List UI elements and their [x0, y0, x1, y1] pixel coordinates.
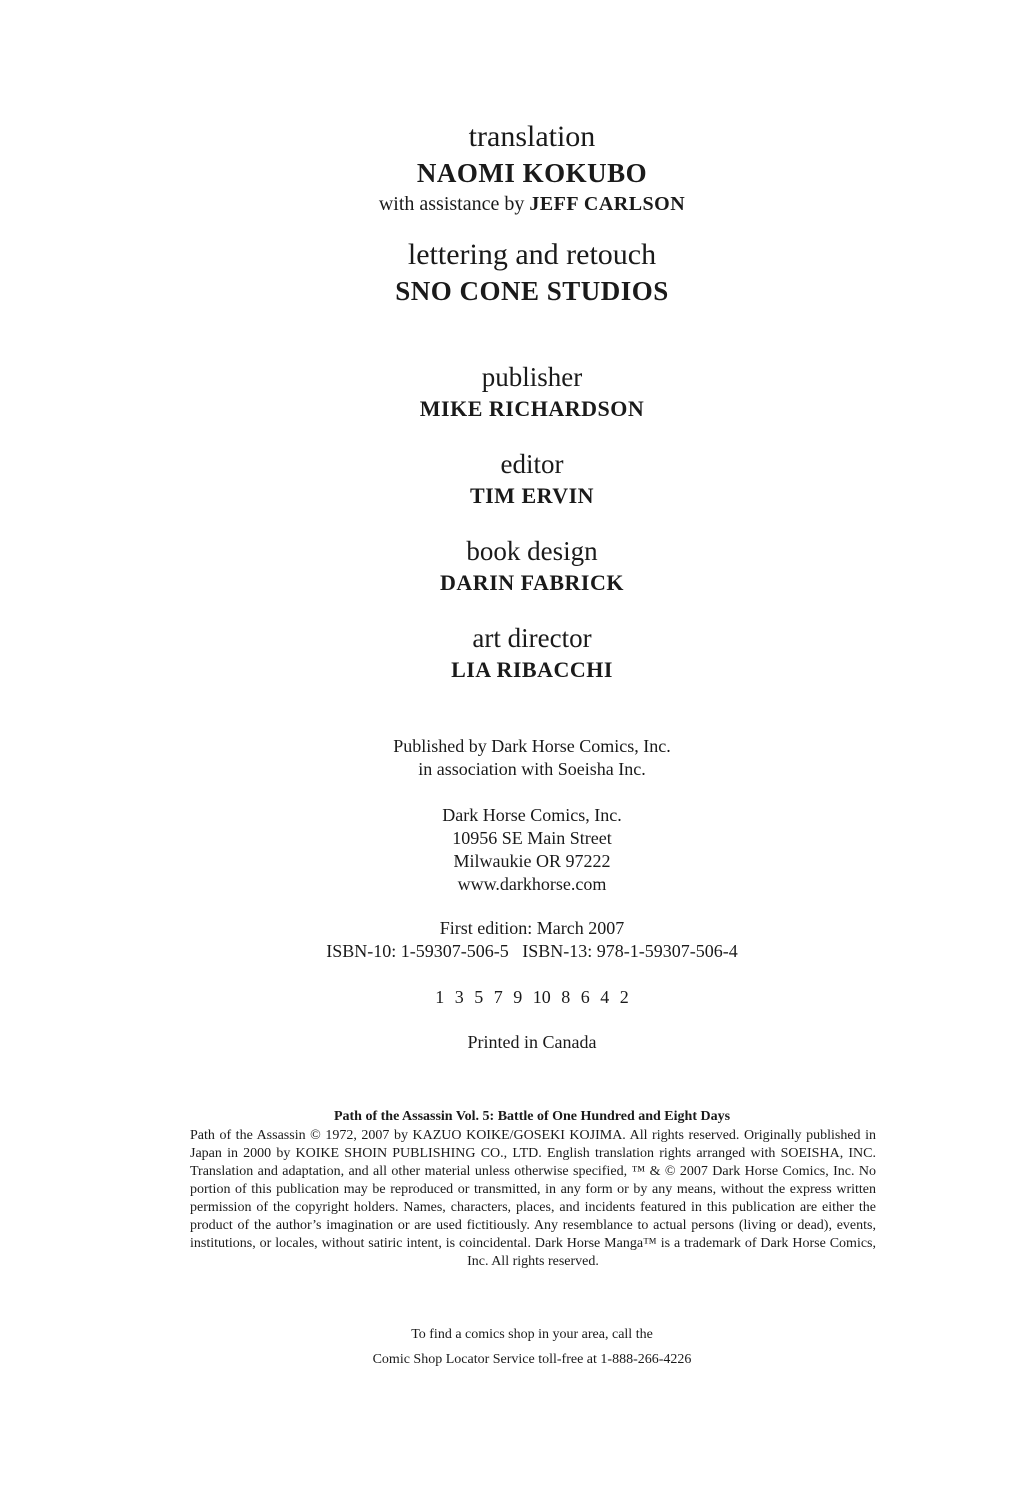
address-company: Dark Horse Comics, Inc. — [442, 805, 622, 825]
lettering-role: lettering and retouch — [407, 238, 657, 271]
art-director-role: art director — [472, 623, 592, 653]
locator-line-2: Comic Shop Locator Service toll-free at 1-888-266-4226 — [372, 1352, 692, 1367]
publisher-credit — [0, 360, 1024, 424]
editor-name: TIM ERVIN — [469, 483, 595, 508]
lettering-credit — [0, 236, 1024, 308]
assistance-prefix: with assistance by — [378, 193, 525, 215]
legal-notice: Path of the Assassin © 1972, 2007 by KAZUO KOIKE/GOSEKI KOJIMA. All rights reserved. Originally published in Japan in 2000 by KOIKE SHOIN PUBLISHING CO., LTD. English translation rights arranged with SOEISHA, INC. Translation and adaptation, and all other material unless otherwise specified, ™ & © 2007 Dark Horse Comics, Inc. No portion of this publication may be reproduced or transmitted, in any form or by any means, without the express written permission of the copyright holders. Names, characters, places, and incidents featured in this publication are either the product of the author’s imagination or are used fictitiously. Any resemblance to actual persons (living or dead), events, institutions, or locales, without satiric intent, is coincidental. Dark Horse Manga™ is a trademark of Dark Horse Comics, Inc. All rights reserved. — [190, 1128, 876, 1269]
translation-assistance — [40, 190, 1024, 218]
publisher-name: MIKE RICHARDSON — [419, 396, 645, 421]
published-by-block — [0, 735, 1024, 781]
translation-credit — [0, 118, 1024, 218]
lettering-name: SNO CONE STUDIOS — [395, 276, 669, 306]
edition-block — [0, 917, 1024, 963]
locator-line-1: To find a comics shop in your area, call the — [411, 1327, 653, 1342]
book-design-role: book design — [466, 536, 598, 566]
art-director-name: LIA RIBACCHI — [451, 657, 613, 682]
publisher-role: publisher — [481, 362, 583, 392]
art-director-credit — [0, 621, 1024, 685]
translation-role: translation — [468, 120, 596, 153]
address-city: Milwaukie OR 97222 — [453, 851, 611, 871]
editor-credit — [0, 447, 1024, 511]
assistant-name: JEFF CARLSON — [529, 193, 686, 215]
address-block — [0, 804, 1024, 896]
legal-title: Path of the Assassin Vol. 5: Battle of One Hundred and Eight Days — [333, 1109, 731, 1124]
address-website: www.darkhorse.com — [457, 874, 607, 894]
translator-name: NAOMI KOKUBO — [416, 158, 648, 188]
printed-in-line: Printed in Canada — [467, 1032, 597, 1052]
edition-line: First edition: March 2007 — [439, 918, 625, 938]
shop-locator-block — [0, 1322, 1024, 1372]
association-line: in association with Soeisha Inc. — [418, 759, 646, 779]
address-street: 10956 SE Main Street — [452, 828, 612, 848]
printing-number-line: 1 3 5 7 9 10 8 6 4 2 — [435, 987, 629, 1007]
book-design-credit — [0, 534, 1024, 598]
published-by-line: Published by Dark Horse Comics, Inc. — [393, 736, 671, 756]
isbn-line: ISBN-10: 1-59307-506-5 ISBN-13: 978-1-59307-506-4 — [326, 941, 738, 961]
editor-role: editor — [500, 449, 564, 479]
book-design-name: DARIN FABRICK — [440, 570, 624, 595]
